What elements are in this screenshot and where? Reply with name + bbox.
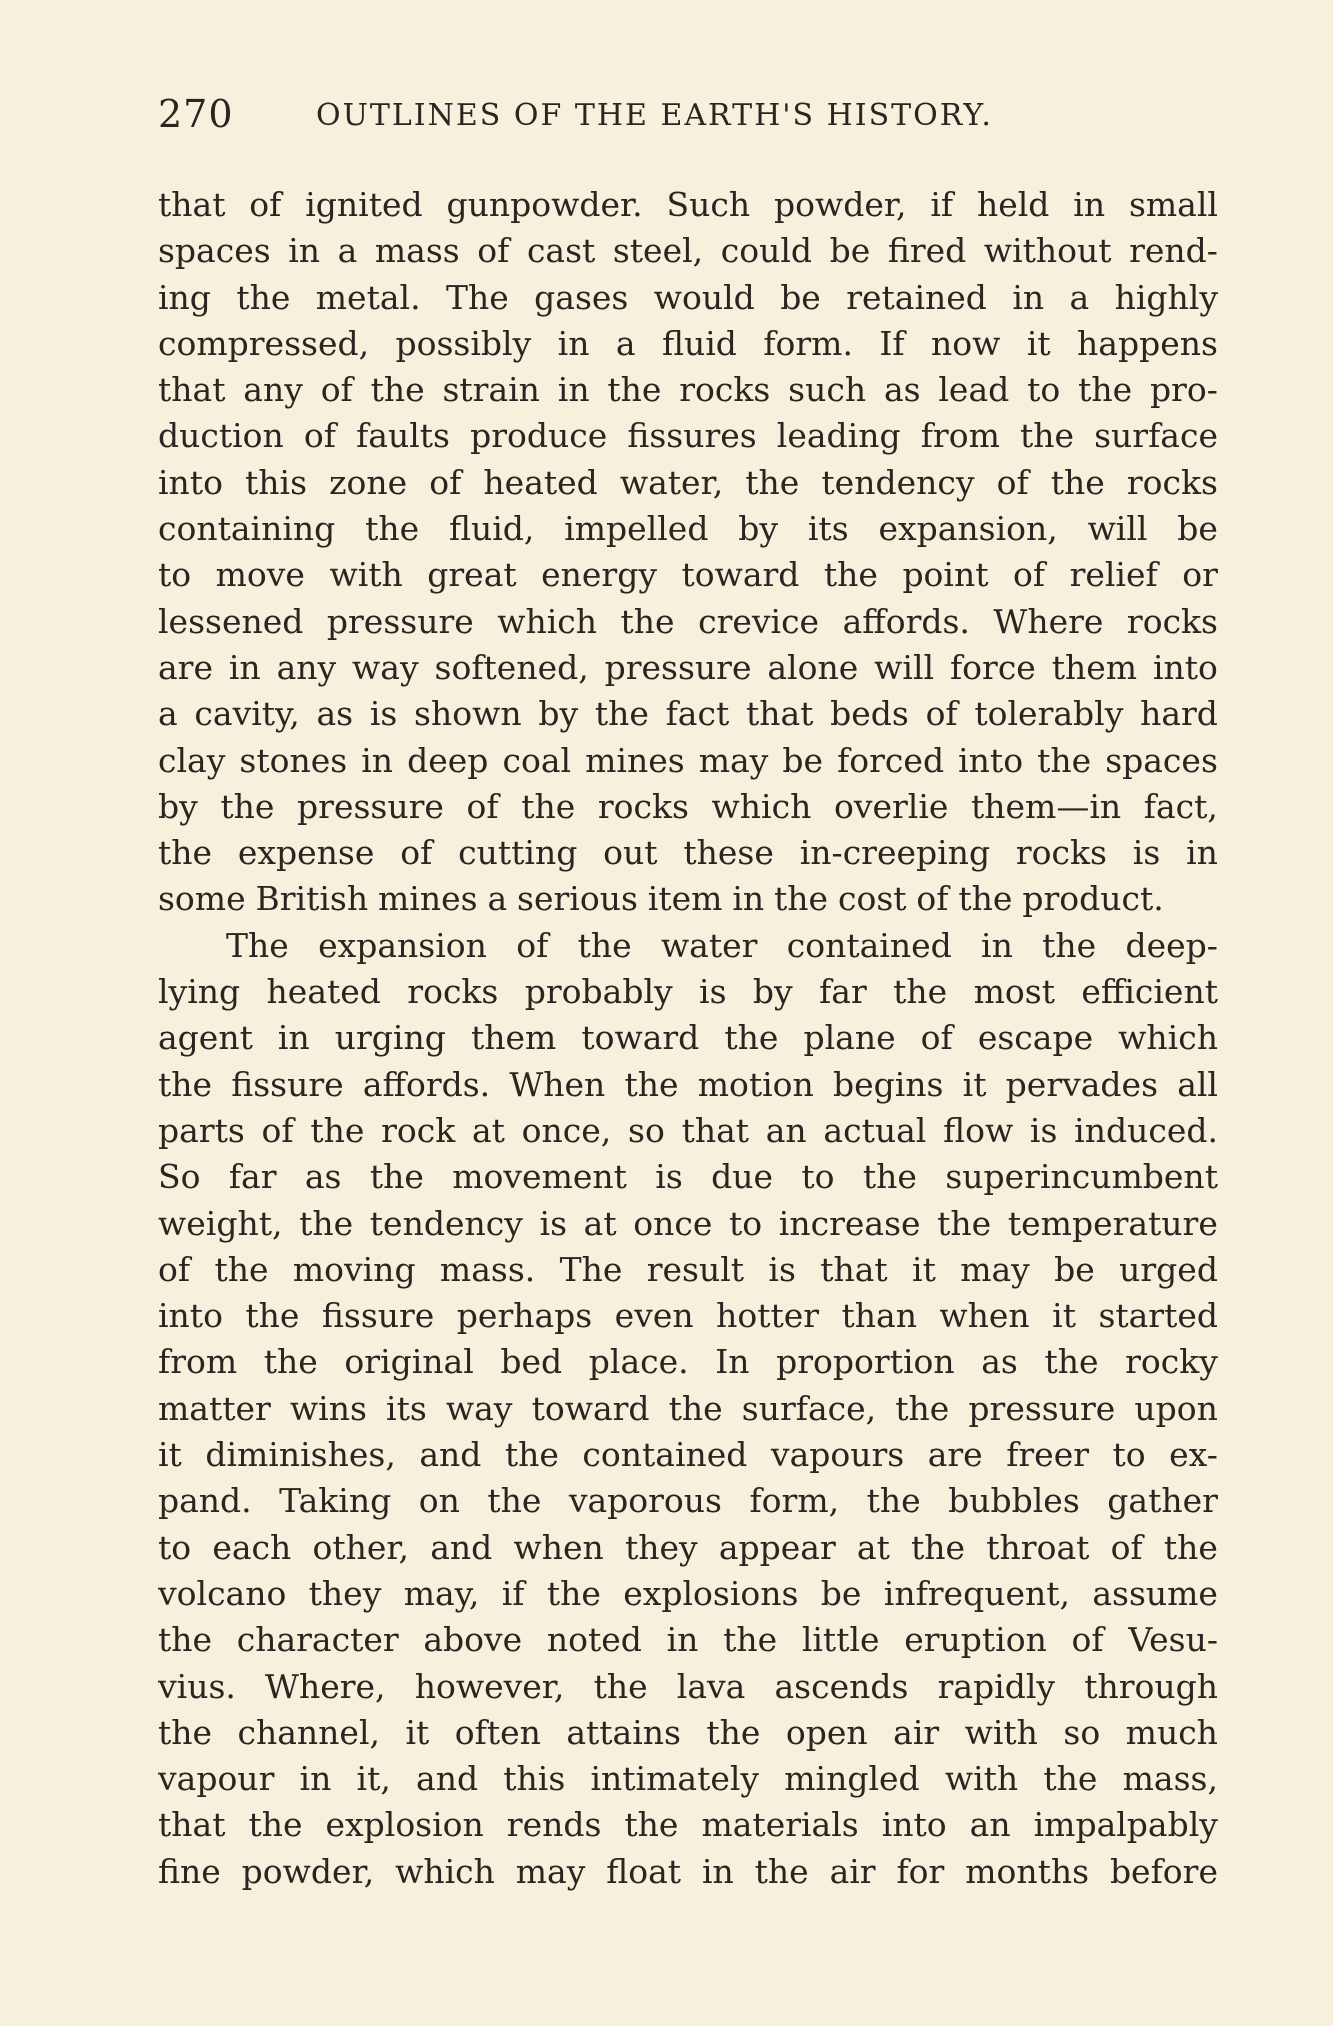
text-line: agent in urging them toward the plane of escape which	[158, 1018, 1218, 1058]
text-line: that of ignited gunpowder. Such powder, if held in small	[158, 185, 1218, 224]
running-head	[158, 92, 1218, 148]
text-line: some British mines a serious item in the cost of the product.	[158, 879, 1164, 919]
text-line: into this zone of heated water, the tendency of the rocks	[158, 462, 1218, 502]
text-line: weight, the tendency is at once to increase the temperature	[158, 1203, 1218, 1243]
text-line: fine powder, which may float in the air for months before	[158, 1851, 1218, 1891]
text-line: containing the fluid, impelled by its expansion, will be	[158, 509, 1218, 549]
text-line: compressed, possibly in a fluid form. If now it happens	[158, 323, 1218, 363]
text-line: vapour in it, and this intimately mingled with the mass,	[158, 1759, 1218, 1799]
text-line: duction of faults produce fissures leading from the surface	[158, 416, 1218, 456]
text-line: ing the metal. The gases would be retained in a highly	[158, 277, 1218, 317]
text-line: the fissure affords. When the motion begins it pervades all	[158, 1064, 1218, 1104]
text-line: by the pressure of the rocks which overlie them—in fact,	[158, 786, 1218, 826]
text-line: volcano they may, if the explosions be infrequent, assume	[158, 1573, 1218, 1613]
body-text	[158, 182, 1218, 1895]
text-line: that the explosion rends the materials into an impalpably	[158, 1805, 1218, 1845]
text-line: matter wins its way toward the surface, the pressure upon	[158, 1388, 1218, 1428]
text-line: vius. Where, however, the lava ascends rapidly through	[158, 1666, 1218, 1706]
text-line: into the fissure perhaps even hotter than when it started	[158, 1296, 1218, 1336]
text-line: it diminishes, and the contained vapours are freer to ex-	[158, 1435, 1218, 1475]
text-line: from the original bed place. In proportion as the rocky	[158, 1342, 1218, 1382]
text-line: clay stones in deep coal mines may be forced into the spaces	[158, 740, 1218, 780]
text-line: the character above noted in the little eruption of Vesu-	[158, 1620, 1218, 1660]
text-line: a cavity, as is shown by the fact that beds of tolerably hard	[158, 694, 1218, 734]
text-line: pand. Taking on the vaporous form, the bubbles gather	[158, 1481, 1218, 1521]
running-title: OUTLINES OF THE EARTH'S HISTORY.	[316, 98, 993, 133]
text-line: The expansion of the water contained in the deep-	[226, 925, 1218, 965]
text-line: lying heated rocks probably is by far the most efficient	[158, 972, 1218, 1012]
text-line: parts of the rock at once, so that an actual flow is induced.	[158, 1110, 1218, 1150]
text-line: are in any way softened, pressure alone will force them into	[158, 647, 1218, 687]
text-line: lessened pressure which the crevice affords. Where rocks	[158, 601, 1218, 641]
text-line: the channel, it often attains the open air with so much	[158, 1712, 1218, 1752]
text-line: that any of the strain in the rocks such as lead to the pro-	[158, 370, 1218, 410]
text-line: to move with great energy toward the point of relief or	[158, 555, 1218, 595]
text-line: spaces in a mass of cast steel, could be fired without rend-	[158, 231, 1218, 271]
page-number: 270	[158, 92, 234, 136]
text-line: of the moving mass. The result is that it may be urged	[158, 1249, 1218, 1289]
text-line: to each other, and when they appear at the throat of the	[158, 1527, 1218, 1567]
text-line: the expense of cutting out these in-creeping rocks is in	[158, 833, 1218, 873]
text-line: So far as the movement is due to the superincumbent	[158, 1157, 1218, 1197]
